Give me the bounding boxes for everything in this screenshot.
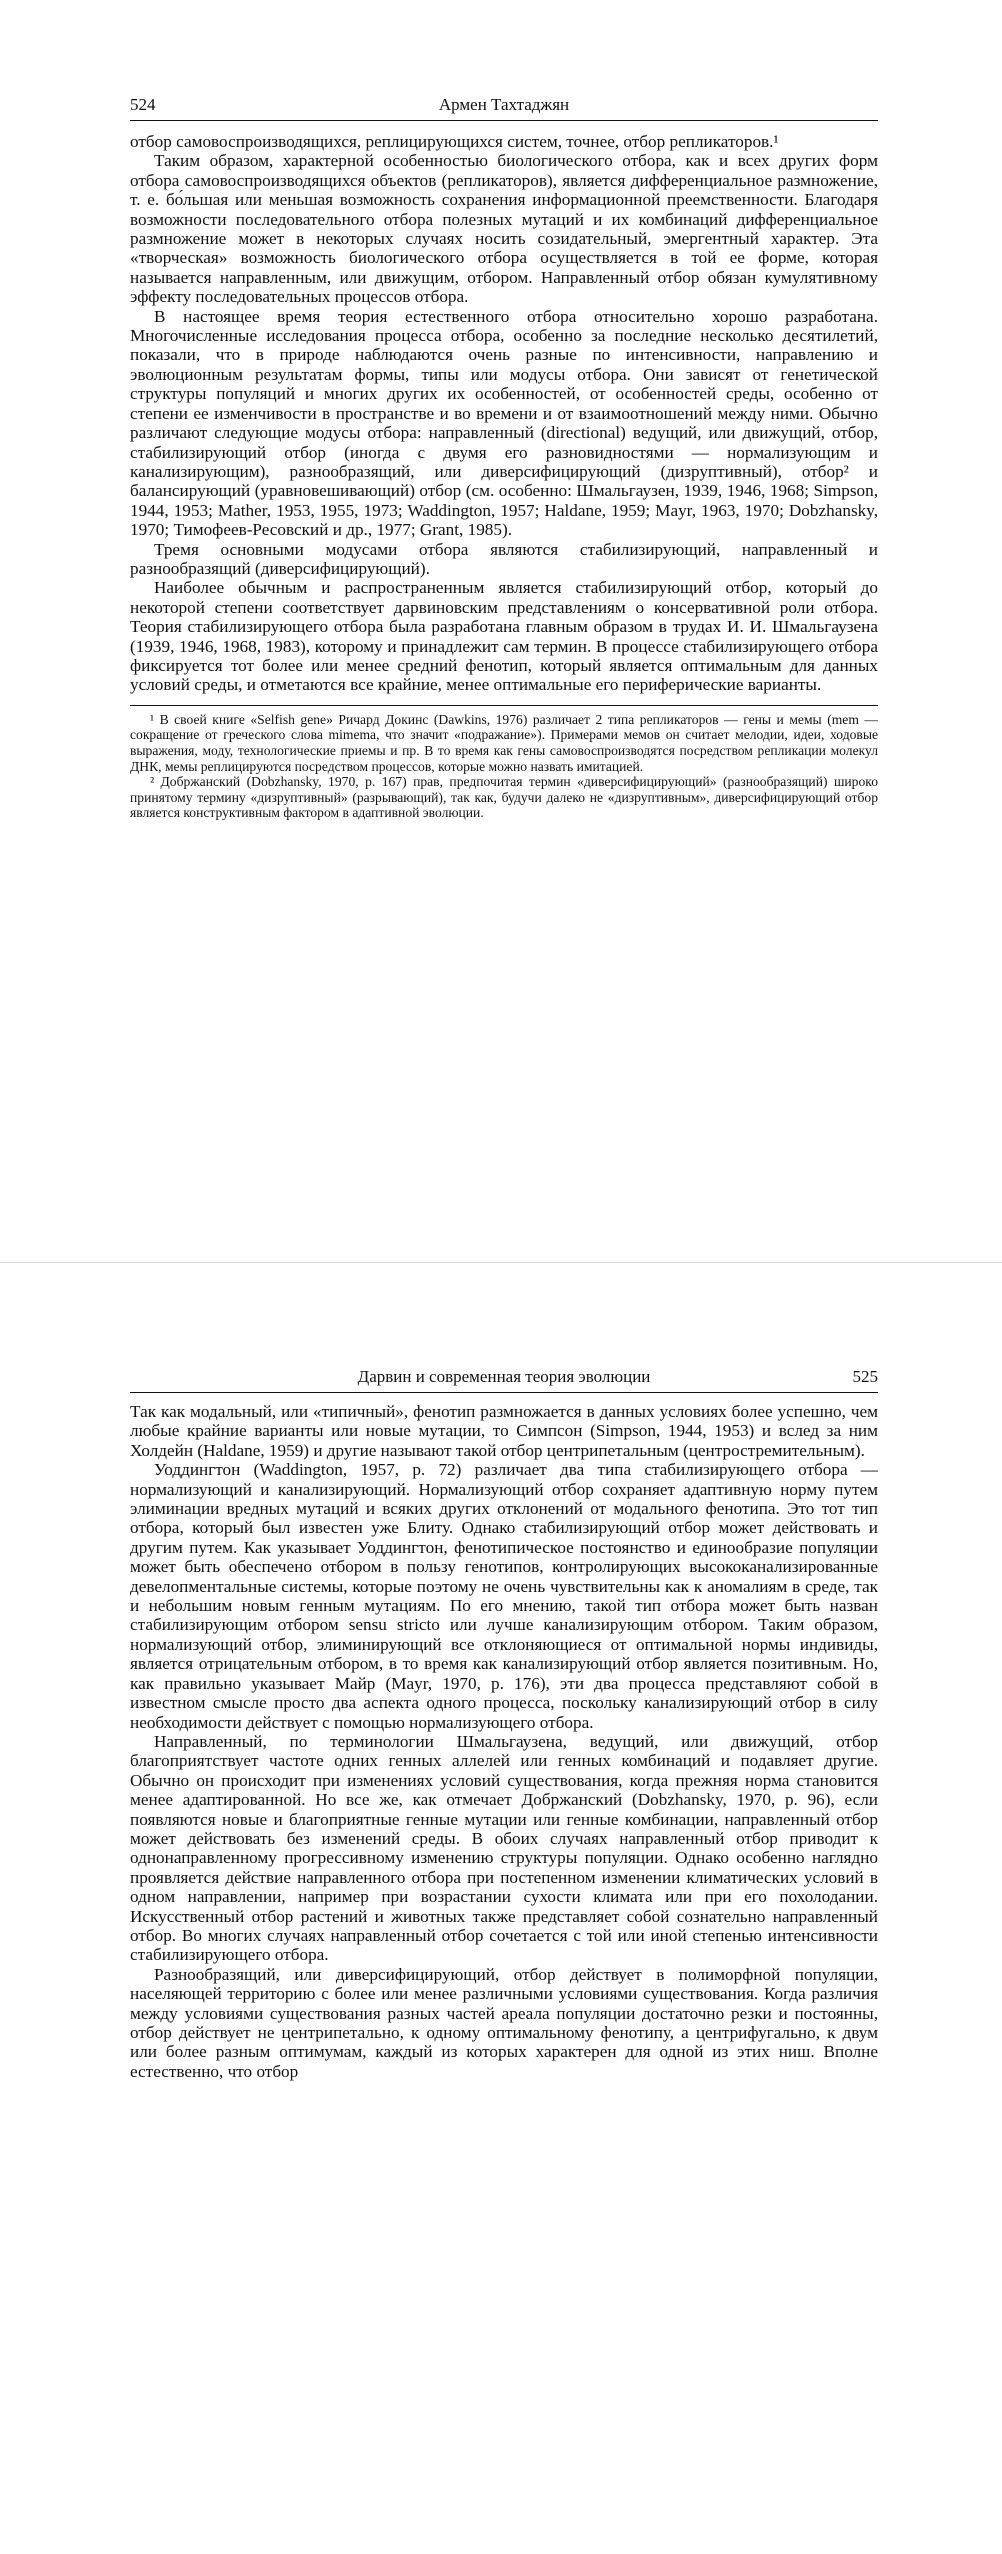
- footnotes: [130, 712, 878, 821]
- paragraph: Наиболее обычным и распространенным является стабилизирующий отбор, который до некоторой степени соответствует дарвиновским представлениям о консервативной роли отбора. Теория стабилизирующего отбора была разработана главным образом в трудах И. И. Шмальгаузена (1939, 1946, 1968, 1983), которому и принадлежит сам термин. В процессе стабилизирующего отбора фиксируется тот более или менее средний фенотип, который является оптимальным для данных условий среды, и отметаются все крайние, менее оптимальные его периферические варианты.: [130, 578, 878, 695]
- paragraph: Направленный, по терминологии Шмальгаузена, ведущий, или движущий, отбор благоприятствует частоте одних генных аллелей или генных комбинаций и подавляет другие. Обычно он происходит при изменениях условий существования, когда прежняя норма становится менее адаптированной. Но все же, как отмечает Добржанский (Dobzhansky, 1970, p. 96), если появляются новые и благоприятные генные мутации или генные комбинации, направленный отбор может действовать без изменений среды. В обоих случаях направленный отбор приводит к однонаправленному прогрессивному изменению структуры популяции. Однако особенно наглядно проявляется действие направленного отбора при постепенном изменении климатических условий в одном направлении, например при возрастании сухости климата или при его похолодании. Искусственный отбор растений и животных также представляет собой сознательно направленный отбор. Во многих случаях направленный отбор сочетается с той или иной степенью интенсивности стабилизирующего отбора.: [130, 1731, 878, 1965]
- running-header: [130, 1362, 878, 1393]
- paragraph: Тремя основными модусами отбора являются стабилизирующий, направленный и разнообразящий (диверсифицирующий).: [130, 539, 878, 578]
- page-body: [130, 132, 878, 821]
- paragraph: Таким образом, характерной особенностью биологического отбора, как и всех других форм отбора самовоспроизводящихся объектов (репликаторов), является дифференциальное размножение, т. е. бо́льшая или меньшая возможность сохранения информационной преемственности. Благодаря возможности последовательного отбора полезных мутаций и их комбинаций дифференциальное размножение может в некоторых случаях носить созидательный, эмергентный характер. Эта «творческая» возможность биологического отбора осуществляется в той ее форме, которая называется направленным, или движущим, отбором. Направленный отбор обязан кумулятивному эффекту последовательных процессов отбора.: [130, 151, 878, 307]
- footnote: ¹ В своей книге «Selfish gene» Ричард Докинс (Dawkins, 1976) различает 2 типа репликаторов — гены и мемы (mem — сокращение от греческого слова mimema, что значит «подражание»). Примерами мемов он считает мелодии, идеи, ходовые выражения, моду, технологические приемы и пр. В то время как гены самовоспроизводятся посредством репликации молекул ДНК, мемы реплицируются посредством процессов, которые можно назвать имитацией.: [130, 711, 878, 774]
- running-title: Дарвин и современная теория эволюции: [357, 1367, 651, 1386]
- paragraph: Так как модальный, или «типичный», фенотип размножается в данных условиях более успешно, чем любые крайние варианты или новые мутации, то Симпсон (Simpson, 1944, 1953) и вслед за ним Холдейн (Haldane, 1959) и другие называют такой отбор центрипетальным (центростремительным).: [130, 1402, 878, 1460]
- paragraph: Разнообразящий, или диверсифицирующий, отбор действует в полиморфной популяции, населяющей территорию с более или менее различными условиями существования. Когда различия между условиями существования разных частей ареала популяции достаточно резки и постоянны, отбор действует не центрипетально, к одному оптимальному фенотипу, а центрифугально, к двум или более разным оптимумам, каждый из которых характерен для одной из этих ниш. Вполне естественно, что отбор: [130, 1964, 878, 2081]
- page-body: [130, 1402, 878, 2081]
- footnote-divider: [130, 705, 878, 706]
- book-page-524: [0, 0, 1002, 1262]
- paragraph: В настоящее время теория естественного отбора относительно хорошо разработана. Многочисленные исследования процесса отбора, особенно за последние несколько десятилетий, показали, что в природе наблюдаются очень разные по интенсивности, направлению и эволюционным результатам формы, типы или модусы отбора. Они зависят от генетической структуры популяций и многих других их особенностей, от особенностей среды, особенно от степени ее изменчивости в пространстве и во времени и от взаимоотношений между ними. Обычно различают следующие модусы отбора: направленный (directional) ведущий, или движущий, отбор, стабилизирующий отбор (иногда с двумя его разновидностями — нормализующим и канализирующим), разнообразящий, или диверсифицирующий (дизруптивный), отбор² и балансирующий (уравновешивающий) отбор (см. особенно: Шмальгаузен, 1939, 1946, 1968; Simpson, 1944, 1953; Mather, 1953, 1955, 1973; Waddington, 1957; Haldane, 1959; Mayr, 1963, 1970; Dobzhansky, 1970; Тимофеев-Ресовский и др., 1977; Grant, 1985).: [130, 306, 878, 540]
- page-number: 524: [130, 95, 156, 114]
- book-page-525: [0, 1302, 1002, 2554]
- paragraph: отбор самовоспроизводящихся, реплицирующихся систем, точнее, отбор репликаторов.¹: [130, 132, 779, 151]
- running-header: [130, 90, 878, 121]
- footnote: ² Добржанский (Dobzhansky, 1970, p. 167) прав, предпочитая термин «диверсифицирующий» (разнообразящий) широко принятому термину «дизруптивный» (разрывающий), так как, будучи далеко не «дизруптивным», диверсифицирующий отбор является конструктивным фактором в адаптивной эволюции.: [130, 774, 878, 821]
- running-title: Армен Тахтаджян: [438, 95, 570, 114]
- page-separator: [0, 1262, 1002, 1304]
- page-number: 525: [852, 1367, 878, 1386]
- paragraph: Уоддингтон (Waddington, 1957, p. 72) различает два типа стабилизирующего отбора — нормализующий и канализирующий. Нормализующий отбор сохраняет адаптивную норму путем элиминации вредных мутаций и всяких других отклонений от модального фенотипа. Это тот тип отбора, который был известен уже Блиту. Однако стабилизирующий отбор может действовать и другим путем. Как указывает Уоддингтон, фенотипическое постоянство и единообразие популяции может быть обеспечено отбором в пользу генотипов, контролирующих высококанализированные девелопментальные системы, которые поэтому не очень чувствительны как к аномалиям в среде, так и небольшим новым генным мутациям. По его мнению, такой тип отбора может быть назван стабилизирующим отбором sensu stricto или лучше канализирующим отбором. Таким образом, нормализующий отбор, элиминирующий все отклоняющиеся от оптимальной нормы индивиды, является отрицательным отбором, в то время как канализирующий отбор является позитивным. Но, как правильно указывает Майр (Mayr, 1970, p. 176), эти два процесса представляют собой в известном смысле просто два аспекта одного процесса, поскольку канализирующий отбор в силу необходимости действует с помощью нормализующего отбора.: [130, 1460, 878, 1732]
